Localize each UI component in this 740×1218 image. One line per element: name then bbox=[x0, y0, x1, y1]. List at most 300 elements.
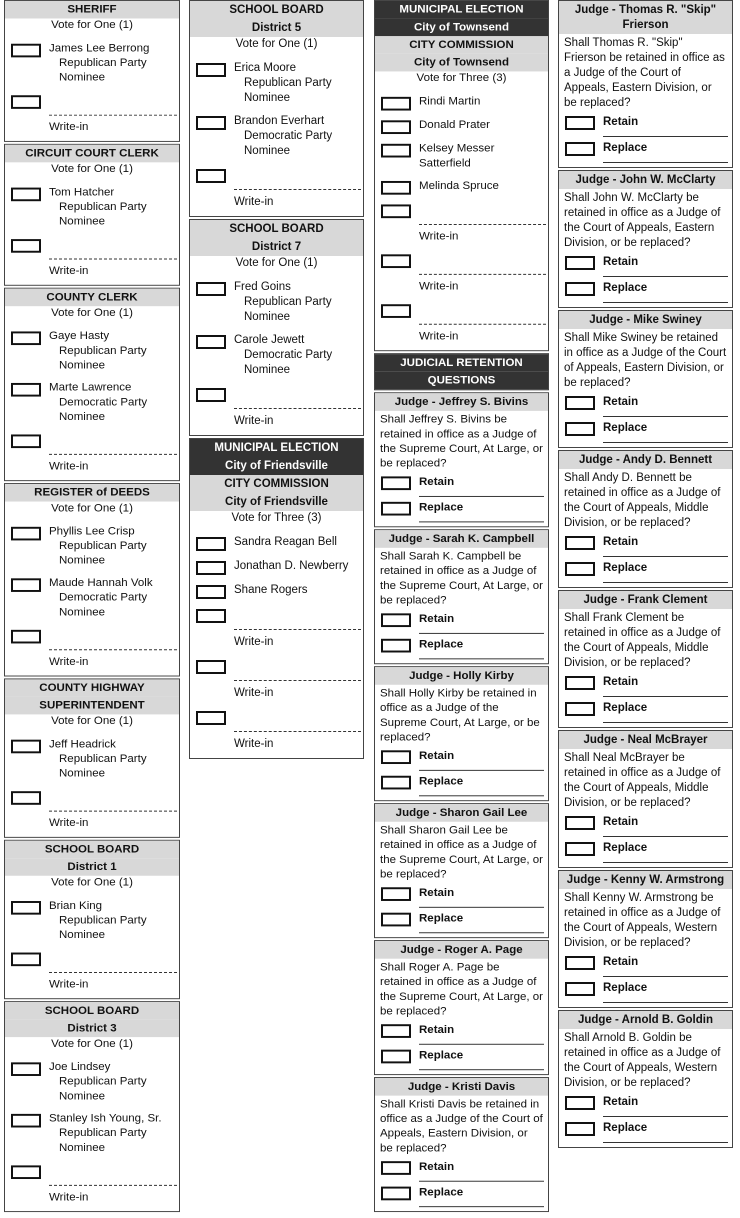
write-in-line[interactable] bbox=[5, 816, 179, 831]
write-in-option[interactable] bbox=[5, 237, 179, 258]
replace-oval[interactable] bbox=[381, 1050, 411, 1064]
answer-label: Retain bbox=[603, 676, 639, 688]
write-in-option[interactable] bbox=[5, 789, 179, 810]
answer-underline bbox=[419, 1044, 544, 1045]
retain-oval[interactable] bbox=[565, 816, 595, 830]
election-header: MUNICIPAL ELECTION bbox=[375, 1, 548, 19]
write-in-option[interactable] bbox=[5, 628, 179, 649]
write-in-option[interactable] bbox=[190, 386, 363, 408]
answer-label: Replace bbox=[603, 1122, 648, 1134]
write-in-option[interactable] bbox=[190, 709, 363, 731]
write-in-oval[interactable] bbox=[196, 660, 226, 674]
retention-question-text: Shall Sharon Gail Lee be retained in office as a Judge of the Supreme Court, At Large, or be replaced? bbox=[380, 824, 544, 881]
retain-oval[interactable] bbox=[565, 116, 595, 130]
retention-question-text: Shall Jeffrey S. Bivins be retained in office as a Judge of the Supreme Court, At Large, or be replaced? bbox=[380, 413, 544, 470]
candidate-nominee: Nominee bbox=[59, 215, 106, 228]
retain-option[interactable] bbox=[559, 115, 732, 137]
answer-label: Replace bbox=[603, 142, 648, 154]
write-in-option[interactable] bbox=[5, 1163, 179, 1184]
replace-option[interactable] bbox=[375, 775, 548, 797]
answer-underline bbox=[603, 722, 728, 723]
candidate-party: Republican Party bbox=[59, 540, 147, 553]
write-in-label: Write-in bbox=[419, 330, 459, 343]
candidate-option[interactable] bbox=[190, 333, 363, 378]
contest-title: COUNTY CLERK bbox=[5, 289, 179, 306]
judge-name: Judge - John W. McClarty bbox=[559, 171, 732, 189]
retain-option[interactable] bbox=[559, 955, 732, 977]
answer-underline bbox=[419, 932, 544, 933]
retain-option[interactable] bbox=[375, 1023, 548, 1045]
candidate-party: Republican Party bbox=[59, 345, 147, 357]
retain-oval[interactable] bbox=[565, 396, 595, 410]
answer-label: Replace bbox=[419, 912, 464, 925]
answer-underline bbox=[419, 633, 544, 634]
judge-name: Judge - Sharon Gail Lee bbox=[375, 804, 548, 822]
contest-box bbox=[4, 678, 180, 837]
contest-title: City of Townsend bbox=[375, 54, 548, 72]
candidate-oval[interactable] bbox=[381, 144, 411, 158]
candidate-option[interactable] bbox=[5, 330, 179, 374]
replace-option[interactable] bbox=[375, 1186, 548, 1208]
replace-oval[interactable] bbox=[565, 562, 595, 576]
write-in-oval[interactable] bbox=[11, 1165, 41, 1179]
retention-question-text: Shall Sarah K. Campbell be retained in office as a Judge of the Supreme Court, At Large, or be replaced? bbox=[380, 550, 544, 607]
replace-option[interactable] bbox=[375, 638, 548, 660]
vote-for-instruction: Vote for One (1) bbox=[51, 19, 133, 32]
candidate-oval[interactable] bbox=[11, 901, 41, 915]
candidate-oval[interactable] bbox=[196, 63, 226, 77]
retain-option[interactable] bbox=[375, 749, 548, 771]
replace-oval[interactable] bbox=[565, 702, 595, 716]
candidate-nominee: Nominee bbox=[59, 554, 106, 567]
candidate-option[interactable] bbox=[190, 280, 363, 325]
write-in-option[interactable] bbox=[375, 252, 548, 274]
retain-option[interactable] bbox=[559, 395, 732, 417]
answer-label: Retain bbox=[419, 476, 455, 489]
candidate-option[interactable] bbox=[5, 899, 179, 943]
candidate-oval[interactable] bbox=[11, 527, 41, 541]
candidate-nominee: Nominee bbox=[59, 71, 106, 84]
replace-option[interactable] bbox=[559, 701, 732, 723]
write-in-oval[interactable] bbox=[381, 254, 411, 268]
write-in-option[interactable] bbox=[5, 93, 179, 114]
judge-name: Judge - Holly Kirby bbox=[375, 667, 548, 685]
retain-option[interactable] bbox=[375, 886, 548, 908]
answer-underline bbox=[603, 162, 728, 163]
write-in-line[interactable] bbox=[190, 686, 363, 701]
answer-underline bbox=[419, 770, 544, 771]
judge-name: Judge - Jeffrey S. Bivins bbox=[375, 393, 548, 411]
candidate-option[interactable] bbox=[375, 95, 548, 111]
write-in-line[interactable] bbox=[5, 121, 179, 136]
candidate-name: Brian King bbox=[49, 900, 103, 912]
replace-oval[interactable] bbox=[565, 422, 595, 436]
candidate-option[interactable] bbox=[5, 525, 179, 569]
retain-oval[interactable] bbox=[381, 1161, 411, 1175]
contest-box bbox=[4, 1001, 180, 1212]
contest-title: SUPERINTENDENT bbox=[5, 697, 179, 714]
candidate-option[interactable] bbox=[375, 142, 548, 171]
retain-oval[interactable] bbox=[381, 887, 411, 901]
contest-title: CITY COMMISSION bbox=[190, 475, 363, 493]
answer-underline bbox=[603, 442, 728, 443]
contest-box bbox=[189, 438, 364, 759]
write-in-option[interactable] bbox=[5, 951, 179, 972]
replace-oval[interactable] bbox=[381, 913, 411, 927]
write-in-label: Write-in bbox=[49, 656, 89, 668]
write-in-underline bbox=[49, 1185, 177, 1186]
retain-option[interactable] bbox=[375, 612, 548, 634]
answer-underline bbox=[419, 521, 544, 522]
candidate-oval[interactable] bbox=[11, 44, 41, 58]
candidate-name: Tom Hatcher bbox=[49, 186, 115, 199]
section-title: QUESTIONS bbox=[375, 372, 548, 390]
write-in-oval[interactable] bbox=[11, 95, 41, 109]
candidate-option[interactable] bbox=[5, 1060, 179, 1104]
candidate-party: Republican Party bbox=[244, 296, 332, 308]
retention-question-text: Shall Kristi Davis be retained in office as a Judge of the Court of Appeals, Eastern Division, or be replaced? bbox=[380, 1098, 543, 1155]
write-in-underline bbox=[419, 224, 546, 225]
answer-label: Replace bbox=[603, 422, 648, 434]
write-in-option[interactable] bbox=[375, 302, 548, 324]
write-in-option[interactable] bbox=[190, 607, 363, 629]
contest-box bbox=[189, 0, 364, 217]
candidate-oval[interactable] bbox=[11, 188, 41, 202]
candidate-party: Democratic Party bbox=[244, 349, 333, 361]
replace-oval[interactable] bbox=[381, 1187, 411, 1201]
candidate-name: Jeff Headrick bbox=[49, 738, 116, 751]
answer-label: Retain bbox=[603, 956, 639, 968]
retain-option[interactable] bbox=[559, 675, 732, 697]
answer-label: Retain bbox=[419, 613, 455, 626]
retention-question-text: Shall Frank Clement be retained in office as a Judge of the Court of Appeals, Middle Division, or be replaced? bbox=[564, 612, 721, 669]
answer-underline bbox=[419, 1069, 544, 1070]
answer-label: Replace bbox=[419, 501, 464, 514]
retain-option[interactable] bbox=[559, 255, 732, 277]
judge-name: Judge - Kenny W. Armstrong bbox=[559, 871, 732, 889]
write-in-label: Write-in bbox=[234, 415, 274, 427]
judge-name: Judge - Kristi Davis bbox=[375, 1078, 548, 1096]
write-in-label: Write-in bbox=[419, 280, 459, 293]
retain-option[interactable] bbox=[375, 475, 548, 497]
contest-title: CIRCUIT COURT CLERK bbox=[5, 145, 179, 162]
write-in-oval[interactable] bbox=[11, 434, 41, 448]
answer-underline bbox=[603, 556, 728, 557]
answer-underline bbox=[419, 1206, 544, 1207]
answer-label: Retain bbox=[603, 396, 639, 408]
replace-option[interactable] bbox=[559, 281, 732, 303]
replace-oval[interactable] bbox=[565, 982, 595, 996]
candidate-name: Stanley Ish Young, Sr. bbox=[49, 1112, 162, 1125]
candidate-option[interactable] bbox=[190, 559, 363, 575]
write-in-oval[interactable] bbox=[196, 609, 226, 623]
candidate-nominee: Nominee bbox=[59, 767, 106, 780]
write-in-option[interactable] bbox=[375, 202, 548, 224]
replace-option[interactable] bbox=[559, 561, 732, 583]
replace-oval[interactable] bbox=[565, 842, 595, 856]
write-in-line[interactable] bbox=[5, 978, 179, 993]
answer-label: Replace bbox=[603, 282, 648, 294]
judge-name: Judge - Mike Swiney bbox=[559, 311, 732, 329]
retain-oval[interactable] bbox=[381, 476, 411, 490]
retain-oval[interactable] bbox=[381, 1024, 411, 1038]
answer-underline bbox=[419, 496, 544, 497]
replace-oval[interactable] bbox=[381, 502, 411, 516]
candidate-option[interactable] bbox=[190, 61, 363, 106]
candidate-party: Republican Party bbox=[59, 57, 147, 70]
write-in-label: Write-in bbox=[234, 196, 274, 208]
retain-oval[interactable] bbox=[381, 750, 411, 764]
retain-oval[interactable] bbox=[565, 956, 595, 970]
write-in-underline bbox=[234, 629, 361, 630]
retention-question bbox=[374, 803, 549, 938]
write-in-option[interactable] bbox=[5, 433, 179, 454]
election-header: City of Townsend bbox=[375, 19, 548, 37]
write-in-line[interactable] bbox=[5, 460, 179, 475]
candidate-name: Kelsey Messer Satterfield bbox=[419, 142, 495, 170]
candidate-oval[interactable] bbox=[11, 331, 41, 345]
candidate-oval[interactable] bbox=[11, 1114, 41, 1128]
answer-label: Replace bbox=[419, 1049, 464, 1062]
write-in-label: Write-in bbox=[49, 817, 89, 830]
candidate-name: James Lee Berrong bbox=[49, 42, 150, 55]
answer-label: Retain bbox=[419, 750, 455, 763]
retain-oval[interactable] bbox=[565, 256, 595, 270]
write-in-line[interactable] bbox=[5, 264, 179, 279]
candidate-party: Democratic Party bbox=[59, 396, 148, 409]
election-header: City of Friendsville bbox=[190, 457, 363, 475]
judge-name: Judge - Arnold B. Goldin bbox=[559, 1011, 732, 1029]
answer-label: Retain bbox=[603, 816, 639, 828]
replace-option[interactable] bbox=[559, 841, 732, 863]
write-in-underline bbox=[234, 680, 361, 681]
retention-question-text: Shall Andy D. Bennett be retained in office as a Judge of the Court of Appeals, Middle Division, or be replaced? bbox=[564, 472, 721, 529]
replace-oval[interactable] bbox=[565, 282, 595, 296]
answer-underline bbox=[603, 862, 728, 863]
contest-title: SCHOOL BOARD bbox=[5, 1002, 179, 1019]
candidate-option[interactable] bbox=[190, 535, 363, 551]
replace-option[interactable] bbox=[559, 981, 732, 1003]
candidate-option[interactable] bbox=[5, 738, 179, 782]
replace-option[interactable] bbox=[375, 1049, 548, 1071]
write-in-line[interactable] bbox=[190, 195, 363, 210]
contest-title: SCHOOL BOARD bbox=[190, 220, 363, 238]
write-in-underline bbox=[234, 731, 361, 732]
answer-label: Replace bbox=[603, 982, 648, 994]
answer-label: Retain bbox=[419, 1161, 455, 1173]
answer-label: Replace bbox=[419, 1186, 464, 1199]
candidate-oval[interactable] bbox=[11, 740, 41, 754]
write-in-oval[interactable] bbox=[196, 169, 226, 183]
write-in-underline bbox=[419, 274, 546, 275]
contest-box bbox=[4, 0, 180, 142]
retain-option[interactable] bbox=[559, 535, 732, 557]
answer-underline bbox=[603, 416, 728, 417]
candidate-name: Marte Lawrence bbox=[49, 381, 132, 394]
candidate-oval[interactable] bbox=[11, 1062, 41, 1076]
candidate-name: Brandon Everhart bbox=[234, 115, 325, 127]
write-in-underline bbox=[49, 649, 177, 650]
write-in-line[interactable] bbox=[375, 330, 548, 345]
candidate-name: Sandra Reagan Bell bbox=[234, 536, 337, 548]
write-in-label: Write-in bbox=[49, 460, 89, 473]
write-in-underline bbox=[49, 115, 177, 116]
write-in-label: Write-in bbox=[49, 121, 89, 134]
write-in-underline bbox=[234, 408, 361, 409]
candidate-name: Phyllis Lee Crisp bbox=[49, 525, 135, 538]
candidate-option[interactable] bbox=[5, 381, 179, 425]
candidate-oval[interactable] bbox=[11, 383, 41, 397]
write-in-oval[interactable] bbox=[11, 239, 41, 253]
candidate-option[interactable] bbox=[5, 186, 179, 230]
replace-option[interactable] bbox=[375, 501, 548, 523]
retain-oval[interactable] bbox=[565, 676, 595, 690]
write-in-line[interactable] bbox=[5, 655, 179, 670]
write-in-oval[interactable] bbox=[196, 388, 226, 402]
answer-underline bbox=[419, 907, 544, 908]
retain-oval[interactable] bbox=[381, 613, 411, 627]
write-in-oval[interactable] bbox=[11, 953, 41, 967]
candidate-nominee: Nominee bbox=[244, 311, 291, 323]
candidate-option[interactable] bbox=[375, 179, 548, 195]
candidate-option[interactable] bbox=[190, 583, 363, 599]
candidate-name: Fred Goins bbox=[234, 281, 291, 293]
contest-title: REGISTER of DEEDS bbox=[5, 484, 179, 501]
candidate-oval[interactable] bbox=[196, 282, 226, 296]
contest-title: SHERIFF bbox=[5, 1, 179, 18]
write-in-line[interactable] bbox=[5, 1191, 179, 1206]
answer-label: Replace bbox=[603, 842, 648, 854]
candidate-option[interactable] bbox=[375, 118, 548, 134]
retention-question bbox=[558, 450, 733, 588]
write-in-underline bbox=[49, 972, 177, 973]
candidate-oval[interactable] bbox=[196, 335, 226, 349]
write-in-oval[interactable] bbox=[11, 791, 41, 805]
answer-underline bbox=[603, 1002, 728, 1003]
candidate-option[interactable] bbox=[5, 576, 179, 620]
write-in-label: Write-in bbox=[234, 738, 274, 750]
contest-box bbox=[189, 219, 364, 436]
election-header: MUNICIPAL ELECTION bbox=[190, 439, 363, 457]
vote-for-instruction: Vote for One (1) bbox=[235, 257, 318, 269]
answer-label: Replace bbox=[603, 562, 648, 574]
retention-question bbox=[558, 730, 733, 868]
write-in-line[interactable] bbox=[190, 635, 363, 650]
retention-question-text: Shall Arnold B. Goldin be retained in office as a Judge of the Court of Appeals, Western Division, or be replaced? bbox=[564, 1032, 721, 1089]
replace-oval[interactable] bbox=[565, 142, 595, 156]
answer-underline bbox=[419, 795, 544, 796]
replace-oval[interactable] bbox=[565, 1122, 595, 1136]
candidate-name: Joe Lindsey bbox=[49, 1061, 111, 1074]
answer-label: Replace bbox=[419, 775, 464, 788]
write-in-line[interactable] bbox=[375, 280, 548, 295]
replace-option[interactable] bbox=[559, 141, 732, 163]
write-in-line[interactable] bbox=[375, 230, 548, 245]
candidate-nominee: Nominee bbox=[59, 411, 106, 423]
retain-option[interactable] bbox=[559, 1095, 732, 1117]
candidate-name: Gaye Hasty bbox=[49, 330, 110, 343]
ballot-column-3 bbox=[374, 0, 549, 1214]
answer-underline bbox=[603, 276, 728, 277]
answer-label: Replace bbox=[419, 638, 464, 651]
judge-name: Judge - Andy D. Bennett bbox=[559, 451, 732, 469]
replace-option[interactable] bbox=[559, 1121, 732, 1143]
contest-box bbox=[4, 483, 180, 676]
candidate-oval[interactable] bbox=[11, 578, 41, 592]
candidate-oval[interactable] bbox=[196, 561, 226, 575]
retention-question-text: Shall Roger A. Page be retained in office as a Judge of the Supreme Court, At Large, or be replaced? bbox=[380, 961, 544, 1018]
retention-question bbox=[558, 170, 733, 308]
retention-question bbox=[374, 666, 549, 801]
write-in-line[interactable] bbox=[190, 737, 363, 752]
contest-box bbox=[4, 144, 180, 286]
candidate-name: Carole Jewett bbox=[234, 334, 305, 346]
candidate-nominee: Nominee bbox=[59, 359, 106, 372]
candidate-nominee: Nominee bbox=[244, 92, 291, 104]
write-in-oval[interactable] bbox=[381, 304, 411, 318]
candidate-oval[interactable] bbox=[381, 97, 411, 111]
candidate-party: Republican Party bbox=[244, 77, 332, 89]
write-in-underline bbox=[49, 454, 177, 455]
judge-name: Judge - Roger A. Page bbox=[375, 941, 548, 959]
retain-option[interactable] bbox=[375, 1160, 548, 1182]
candidate-oval[interactable] bbox=[196, 537, 226, 551]
candidate-oval[interactable] bbox=[196, 585, 226, 599]
answer-label: Replace bbox=[603, 702, 648, 714]
retention-question bbox=[374, 392, 549, 527]
candidate-option[interactable] bbox=[5, 42, 179, 86]
candidate-nominee: Nominee bbox=[244, 364, 291, 376]
candidate-party: Republican Party bbox=[59, 914, 147, 927]
retention-question bbox=[558, 590, 733, 728]
vote-for-instruction: Vote for One (1) bbox=[51, 715, 133, 728]
candidate-oval[interactable] bbox=[381, 120, 411, 134]
contest-title: SCHOOL BOARD bbox=[190, 1, 363, 19]
retain-oval[interactable] bbox=[565, 536, 595, 550]
write-in-oval[interactable] bbox=[11, 630, 41, 644]
answer-underline bbox=[603, 1116, 728, 1117]
write-in-oval[interactable] bbox=[381, 204, 411, 218]
judge-name: Judge - Neal McBrayer bbox=[559, 731, 732, 749]
answer-label: Retain bbox=[603, 116, 639, 128]
contest-title: District 7 bbox=[190, 238, 363, 256]
candidate-option[interactable] bbox=[190, 114, 363, 159]
write-in-option[interactable] bbox=[190, 167, 363, 189]
candidate-oval[interactable] bbox=[196, 116, 226, 130]
judge-name: Judge - Sarah K. Campbell bbox=[375, 530, 548, 548]
replace-oval[interactable] bbox=[381, 776, 411, 790]
answer-label: Retain bbox=[419, 1024, 455, 1036]
candidate-party: Democratic Party bbox=[59, 591, 148, 604]
candidate-oval[interactable] bbox=[381, 181, 411, 195]
write-in-oval[interactable] bbox=[196, 711, 226, 725]
write-in-option[interactable] bbox=[190, 658, 363, 680]
replace-option[interactable] bbox=[559, 421, 732, 443]
replace-option[interactable] bbox=[375, 912, 548, 934]
retention-question-text: Shall Thomas R. "Skip" Frierson be retained in office as a Judge of the Court of Appeals, Eastern Division, or be replaced? bbox=[564, 37, 725, 109]
vote-for-instruction: Vote for One (1) bbox=[235, 38, 318, 50]
retain-oval[interactable] bbox=[565, 1096, 595, 1110]
candidate-option[interactable] bbox=[5, 1112, 179, 1156]
vote-for-instruction: Vote for One (1) bbox=[51, 502, 133, 515]
write-in-label: Write-in bbox=[49, 1191, 89, 1204]
replace-oval[interactable] bbox=[381, 639, 411, 653]
write-in-line[interactable] bbox=[190, 414, 363, 429]
retain-option[interactable] bbox=[559, 815, 732, 837]
answer-underline bbox=[603, 302, 728, 303]
retention-question bbox=[374, 940, 549, 1075]
retention-question bbox=[558, 0, 733, 168]
